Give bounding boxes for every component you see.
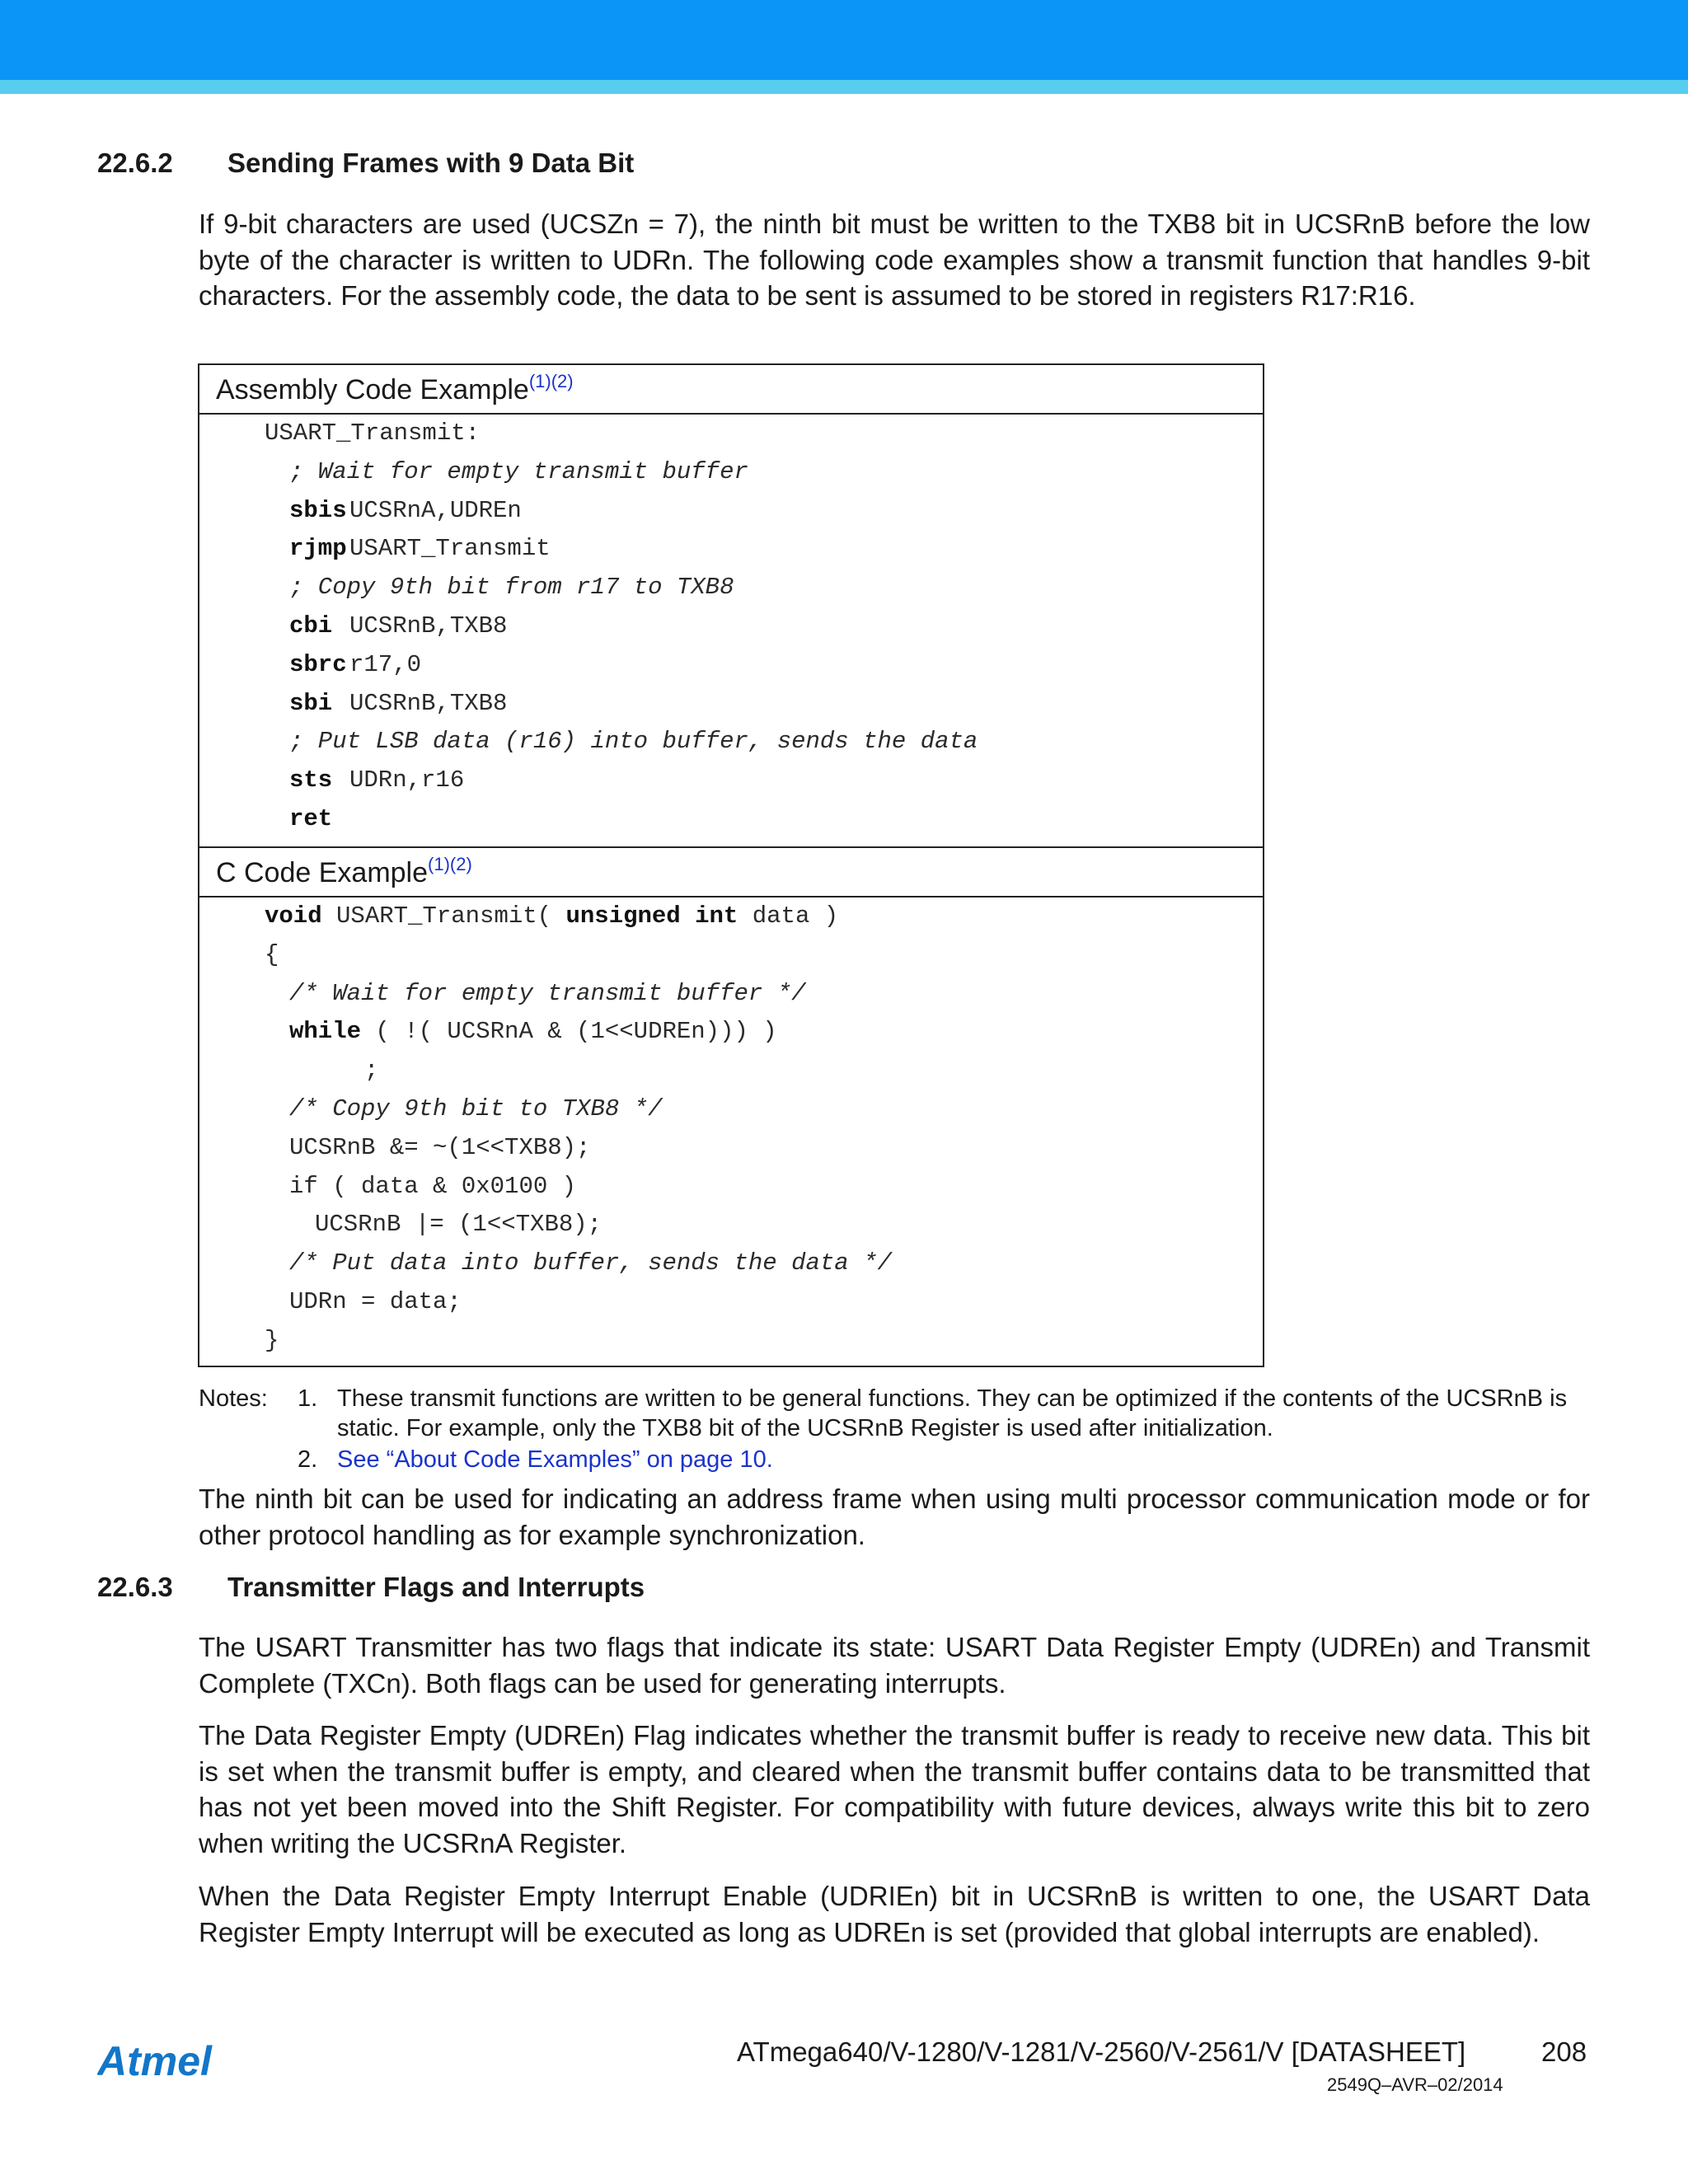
c-code-block: [199, 898, 1263, 1367]
code-keyword: unsigned int: [565, 902, 738, 930]
code-text: }: [265, 1326, 279, 1354]
code-label: USART_Transmit:: [265, 419, 481, 447]
notes-label: Notes:: [199, 1385, 268, 1412]
code-line: [289, 1013, 777, 1052]
note-number: 1.: [298, 1385, 318, 1412]
page-number: 208: [1541, 2036, 1587, 2067]
code-line: [289, 569, 1263, 607]
code-text: data ): [738, 902, 839, 930]
code-line: [315, 1206, 602, 1244]
code-text: ( !( UCSRnA & (1<<UDREn))) ): [361, 1018, 777, 1046]
code-operands: r17,0: [349, 650, 422, 678]
code-keyword: void: [265, 902, 322, 930]
code-line: [289, 646, 1263, 685]
note-number: 2.: [298, 1446, 318, 1473]
header-stripe: [0, 80, 1688, 94]
assembly-note-refs: (1)(2): [528, 371, 574, 391]
code-line: [265, 898, 838, 936]
assembly-code-header: [199, 365, 1263, 415]
section-title: Sending Frames with 9 Data Bit: [227, 148, 635, 178]
code-operands: UCSRnB,TXB8: [349, 612, 508, 640]
section-title: Transmitter Flags and Interrupts: [227, 1572, 645, 1602]
code-line: [289, 762, 1263, 800]
code-comment: ; Copy 9th bit from r17 to TXB8: [289, 574, 734, 602]
code-line: [289, 975, 806, 1014]
atmel-logo: [97, 2041, 246, 2088]
note-link-code-examples[interactable]: See “About Code Examples” on page 10.: [337, 1446, 773, 1473]
section-number: 22.6.3: [97, 1572, 173, 1602]
code-text: UDRn = data;: [289, 1288, 462, 1315]
code-comment: /* Put data into buffer, sends the data */: [289, 1249, 892, 1277]
code-keyword: rjmp: [289, 535, 347, 563]
paragraph-transmitter-flags: The USART Transmitter has two flags that indicate its state: USART Data Register Empty (UDREn) and Transmit Complete (TXCn). Both flags can be used for generating interrupts.: [199, 1632, 1590, 1699]
code-keyword: sbi: [289, 689, 333, 717]
c-code-header: [199, 846, 1263, 898]
atmel-logo-text: Atmel: [97, 2041, 212, 2083]
paragraph-ninth-bit: The ninth bit can be used for indicating an address frame when using multi processor communication mode or for other protocol handling as for example synchronization.: [199, 1483, 1590, 1550]
code-line: [289, 1168, 576, 1207]
code-line: [289, 1090, 662, 1129]
code-keyword: sbis: [289, 496, 347, 524]
code-line: [265, 415, 1263, 453]
code-line: [289, 607, 1263, 646]
code-comment: /* Wait for empty transmit buffer */: [289, 979, 806, 1007]
atmel-logo-icon: [97, 2041, 246, 2083]
code-operands: USART_Transmit: [349, 535, 551, 563]
code-line: [265, 936, 279, 975]
code-line: [289, 492, 1263, 531]
c-note-refs: (1)(2): [428, 854, 472, 874]
code-comment: ; Wait for empty transmit buffer: [289, 457, 748, 485]
code-keyword: sbrc: [289, 650, 347, 678]
assembly-code-block: [199, 415, 1263, 846]
code-line: [289, 453, 1263, 492]
code-line: [289, 1283, 462, 1322]
paragraph-udrie-interrupt: When the Data Register Empty Interrupt Enable (UDRIEn) bit in UCSRnB is written to one, the USART Data Register Empty Interrupt will be executed as long as UDREn is set (provided that global interrupts are enabled).: [199, 1881, 1590, 1947]
code-line: [289, 530, 1263, 569]
header-bar: [0, 0, 1688, 80]
code-comment: ; Put LSB data (r16) into buffer, sends the data: [289, 728, 978, 756]
code-text: if ( data & 0x0100 ): [289, 1172, 577, 1200]
code-text: ;: [364, 1057, 379, 1085]
code-text: {: [265, 940, 279, 968]
code-example-table: [198, 363, 1264, 1367]
code-operands: UCSRnB,TXB8: [349, 689, 508, 717]
code-line: [289, 723, 1263, 762]
code-keyword: ret: [289, 805, 333, 832]
note-text: These transmit functions are written to be general functions. They can be optimized if the contents of the UCSRnB is static. For example, only the TXB8 bit of the UCSRnB Register is used after initialization.: [337, 1385, 1568, 1441]
code-text: UCSRnB |= (1<<TXB8);: [315, 1211, 603, 1239]
paragraph-intro: If 9-bit characters are used (UCSZn = 7), the ninth bit must be written to the TXB8 bit in UCSRnB before the low byte of the character is written to UDRn. The following code examples show a transmit function that handles 9-bit characters. For the assembly code, the data to be sent is assumed to be stored in registers R17:R16.: [199, 209, 1590, 311]
code-comment: /* Copy 9th bit to TXB8 */: [289, 1095, 663, 1122]
assembly-code-title: Assembly Code Example: [216, 374, 529, 405]
code-operands: UCSRnA,UDREn: [349, 496, 522, 524]
code-line: [289, 800, 1263, 839]
code-text: UCSRnB &= ~(1<<TXB8);: [289, 1133, 591, 1161]
section-number: 22.6.2: [97, 148, 173, 178]
footer-doc-code: 2549Q–AVR–02/2014: [1327, 2074, 1503, 2095]
paragraph-udre-flag: The Data Register Empty (UDREn) Flag indicates whether the transmit buffer is ready to receive new data. This bit is set when the transmit buffer is empty, and cleared when the transmit buffer contains data to be transmitted that has not yet been moved into the Shift Register. For compatibility with future devices, always write this bit to zero when writing the UCSRnA Register.: [199, 1720, 1590, 1858]
section-heading-22-6-2: [97, 147, 839, 180]
footer-doc-title: ATmega640/V-1280/V-1281/V-2560/V-2561/V [DATASHEET]: [737, 2036, 1466, 2067]
section-heading-22-6-3: [97, 1571, 839, 1604]
code-line: [289, 1244, 892, 1283]
code-keyword: sts: [289, 766, 333, 794]
code-keyword: cbi: [289, 612, 333, 640]
code-line: [364, 1052, 378, 1090]
c-code-title: C Code Example: [216, 857, 429, 888]
code-line: [265, 1322, 279, 1361]
code-keyword: while: [289, 1018, 362, 1046]
code-line: [289, 685, 1263, 724]
code-text: USART_Transmit(: [321, 902, 566, 930]
code-operands: UDRn,r16: [349, 766, 465, 794]
code-line: [289, 1129, 590, 1168]
